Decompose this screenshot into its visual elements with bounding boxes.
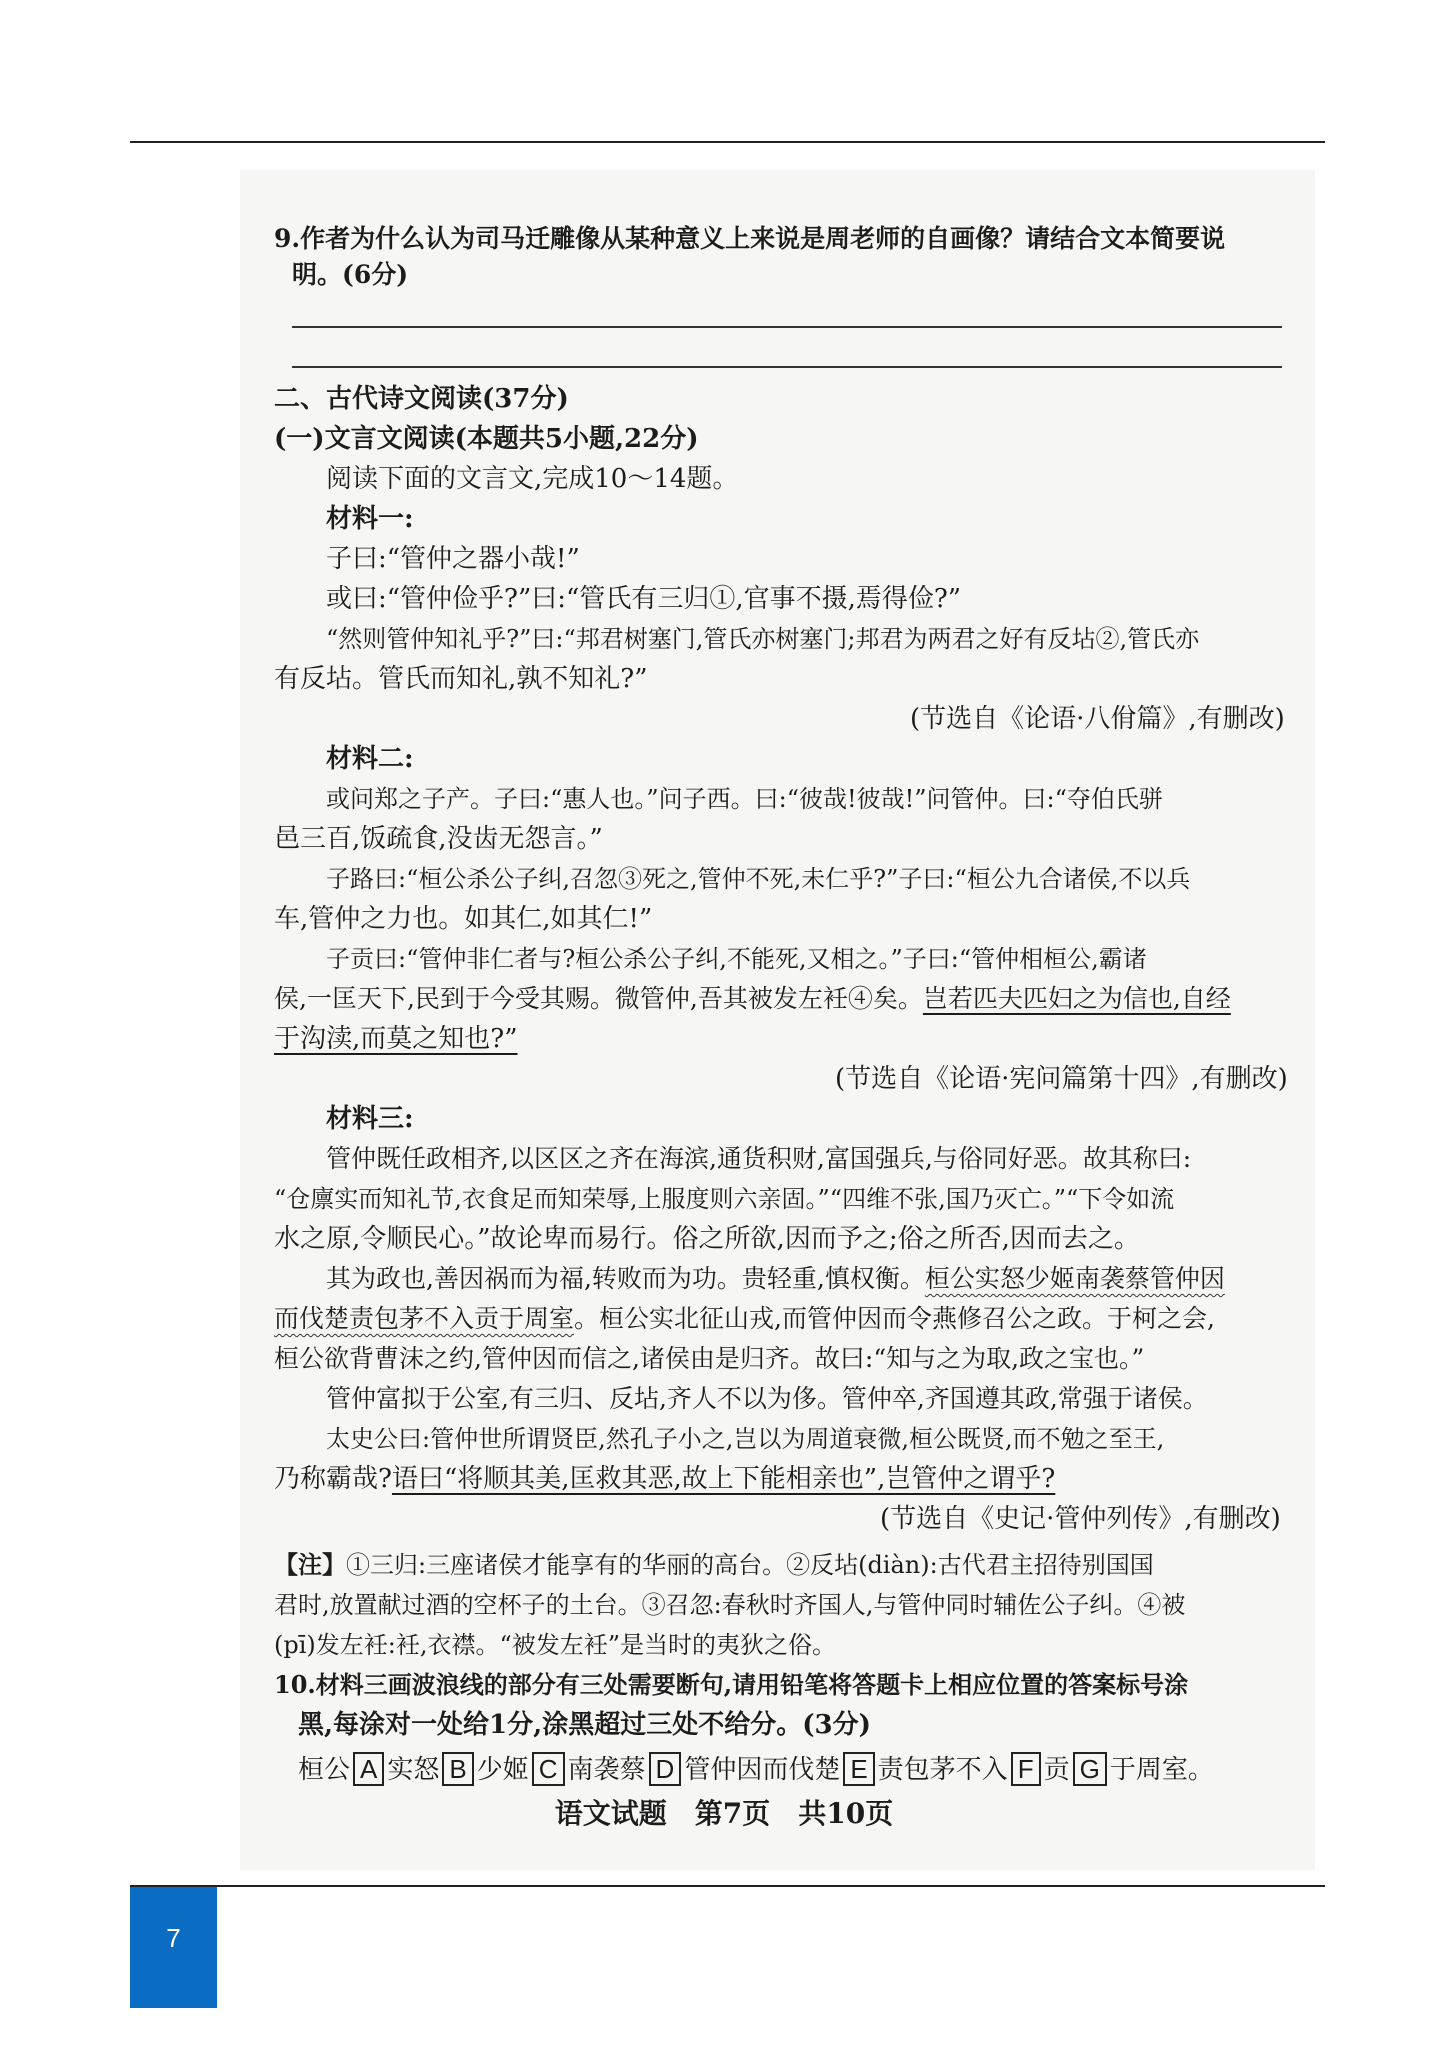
answer-line-1[interactable]: [292, 326, 1282, 328]
option-box-c[interactable]: C: [532, 1752, 565, 1786]
m3-p3: 管仲富拟于公室,有三归、反坫,齐人不以为侈。管仲卒,齐国遵其政,常强于诸侯。: [326, 1384, 1208, 1413]
m3-wavy-part-1: 桓公实怒少姬南袭蔡管仲因: [924, 1264, 1225, 1293]
m3-p1b: “仓廪实而知礼节,衣食足而知荣辱,上服度则六亲固。”“四维不张,国乃灭亡。”“下令如流: [274, 1185, 1175, 1213]
m2-p2a: 子路曰:“桓公杀公子纠,召忽③死之,管仲不死,未仁乎?”子曰:“桓公九合诸侯,不以兵: [326, 865, 1191, 893]
m1-p3b: 有反坫。管氏而知礼,孰不知礼?”: [274, 664, 648, 694]
m2-p3a: 子贡曰:“管仲非仁者与?桓公杀公子纠,不能死,又相之。”子曰:“管仲相桓公,霸诸: [326, 945, 1147, 973]
m2-p3b-plain: 侯,一匡天下,民到于今受其赐。微管仲,吾其被发左衽④矣。: [274, 984, 923, 1013]
m3-p2c: 桓公欲背曹沫之约,管仲因而信之,诸侯由是归齐。故曰:“知与之为取,政之宝也。”: [274, 1344, 1145, 1373]
option-box-d[interactable]: D: [649, 1752, 682, 1786]
page-number-tab: [130, 1887, 217, 2008]
m2-p3b: [274, 982, 1231, 1016]
m3-underlined-sentence: 语曰“将顺其美,匡救其恶,故上下能相亲也”,岂管仲之谓乎?: [391, 1464, 1056, 1494]
notes-tag: 【注】: [274, 1550, 346, 1579]
q9-line1: 9.作者为什么认为司马迁雕像从某种意义上来说是周老师的自画像？请结合文本简要说: [274, 224, 1226, 253]
notes-l1-text: ①三归:三座诸侯才能享有的华丽的高台。②反坫(diàn):古代君主招待别国国: [346, 1551, 1154, 1579]
q10-seg: 贡: [1043, 1755, 1070, 1785]
m3-p1c: 水之原,令顺民心。”故论卑而易行。俗之所欲,因而予之;俗之所否,因而去之。: [274, 1224, 1140, 1254]
notes-line1: [274, 1548, 1154, 1582]
page-number: 7: [166, 1923, 181, 1953]
option-box-g[interactable]: G: [1073, 1752, 1107, 1786]
q10-options: [298, 1752, 1214, 1787]
reading-instruction: 阅读下面的文言文,完成10～14题。: [326, 464, 739, 494]
page-footer: 语文试题 第7页 共10页: [554, 1797, 894, 1830]
q10-seg: 桓公: [298, 1755, 351, 1785]
bottom-rule: [130, 1885, 1325, 1887]
section-title: 二、古代诗文阅读(37分): [274, 384, 569, 414]
m2-p2b: 车,管仲之力也。如其仁,如其仁!”: [274, 904, 653, 934]
notes-line3: (pī)发左衽:衽,衣襟。“被发左衽”是当时的夷狄之俗。: [274, 1631, 837, 1659]
q10-seg: 管仲因而伐楚: [684, 1755, 841, 1785]
notes-line2: 君时,放置献过酒的空杯子的土台。③召忽:春秋时齐国人,与管仲同时辅佐公子纠。④被: [274, 1591, 1186, 1619]
m3-p4b: [274, 1462, 1055, 1496]
m3-p1a: 管仲既任政相齐,以区区之齐在海滨,通货积财,富国强兵,与俗同好恶。故其称曰:: [326, 1144, 1192, 1173]
option-box-e[interactable]: E: [843, 1752, 874, 1786]
m2-p1b: 邑三百,饭疏食,没齿无怨言。”: [274, 824, 603, 854]
m2-p1a: 或问郑之子产。子曰:“惠人也。”问子西。曰:“彼哉!彼哉!”问管仲。曰:“夺伯氏骈: [326, 785, 1163, 813]
material-1-label: 材料一:: [326, 504, 414, 534]
m3-source: (节选自《史记·管仲列传》,有删改): [880, 1504, 1281, 1534]
answer-line-2[interactable]: [292, 366, 1282, 368]
q10-seg: 少姬: [476, 1755, 529, 1785]
q9-line2: 明。(6分): [292, 260, 409, 289]
q10-seg: 责包茅不入: [877, 1755, 1008, 1785]
m2-p3c: 于沟渎,而莫之知也?”: [274, 1024, 518, 1054]
m1-p2: 或曰:“管仲俭乎?”曰:“管氏有三归①,官事不摄,焉得俭?”: [326, 584, 962, 614]
m3-p2a: [326, 1262, 1225, 1296]
m2-source: (节选自《论语·宪问篇第十四》,有删改): [835, 1064, 1288, 1094]
q10-seg: 南袭蔡: [567, 1755, 646, 1785]
scanned-page: [240, 170, 1315, 1870]
m3-p4a: 太史公曰:管仲世所谓贤臣,然孔子小之,岂以为周道衰微,桓公既贤,而不勉之至王,: [326, 1425, 1165, 1453]
q10-seg: 实怒: [387, 1755, 440, 1785]
m1-p3a: “然则管仲知礼乎?”曰:“邦君树塞门,管氏亦树塞门;邦君为两君之好有反坫②,管氏亦: [326, 625, 1200, 653]
option-box-b[interactable]: B: [442, 1752, 473, 1786]
m3-p2b: [274, 1302, 1215, 1336]
q10-seg: 于周室。: [1109, 1755, 1214, 1785]
m3-p4b-plain: 乃称霸哉?: [274, 1464, 392, 1494]
m3-wavy-part-2: 而伐楚责包茅不入贡于周室: [274, 1304, 575, 1333]
m1-p1: 子曰:“管仲之器小哉!”: [326, 544, 580, 574]
top-rule: [130, 141, 1325, 143]
material-3-label: 材料三:: [326, 1104, 414, 1134]
option-box-f[interactable]: F: [1011, 1752, 1041, 1786]
m3-p2b-plain: 。桓公实北征山戎,而管仲因而令燕修召公之政。于柯之会,: [574, 1304, 1215, 1333]
subsection-title: (一)文言文阅读(本题共5小题,22分): [274, 424, 699, 454]
m2-underlined-sentence: 岂若匹夫匹妇之为信也,自经: [922, 984, 1231, 1013]
q10-line1: 10.材料三画波浪线的部分有三处需要断句,请用铅笔将答题卡上相应位置的答案标号涂: [274, 1670, 1189, 1699]
m3-p2a-plain: 其为政也,善因祸而为福,转败而为功。贵轻重,慎权衡。: [326, 1264, 925, 1293]
material-2-label: 材料二:: [326, 744, 414, 774]
option-box-a[interactable]: A: [353, 1752, 384, 1786]
m1-source: (节选自《论语·八佾篇》,有删改): [910, 704, 1285, 734]
q10-line2: 黑,每涂对一处给1分,涂黑超过三处不给分。(3分): [298, 1710, 871, 1740]
